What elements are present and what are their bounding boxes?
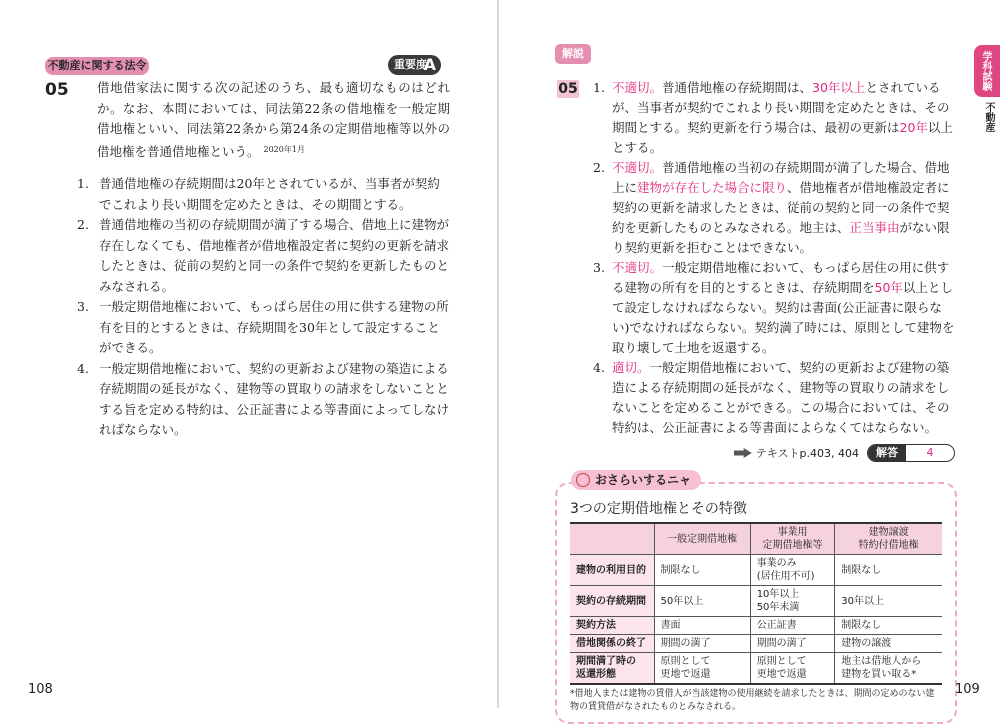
option-number: 4. bbox=[77, 360, 89, 376]
highlighted-text: 50年 bbox=[874, 280, 903, 295]
table-cell: 事業のみ (居住用不可) bbox=[750, 555, 835, 586]
table-row bbox=[570, 635, 942, 653]
text-segment: 、借地権者が借地権設定者に契約の更新を請求したときは、従前の契約と同一の条件で契約を更新したものとみなされる。地主は、 bbox=[612, 180, 950, 235]
text-segment: 普通借地権の存続期間は、 bbox=[662, 80, 813, 95]
table-header-cell bbox=[570, 523, 654, 555]
table-cell: 書面 bbox=[654, 617, 750, 635]
explanations-list bbox=[593, 78, 957, 438]
option-text: 普通借地権の存続期間は20年とされているが、当事者が契約でこれより長い期間を定めたときは、その期間とする。 bbox=[99, 176, 440, 212]
option-item bbox=[77, 174, 450, 215]
highlighted-text: 建物が存在した場合に限り bbox=[637, 180, 788, 195]
table-header-cell: 一般定期借地権 bbox=[654, 523, 750, 555]
importance-label: 重要度 bbox=[394, 58, 427, 71]
explanation-item bbox=[593, 258, 957, 358]
answer-question-number: 05 bbox=[558, 81, 578, 97]
answer-value: 4 bbox=[926, 446, 934, 459]
answer-label: 解答 bbox=[868, 445, 906, 461]
question-column bbox=[45, 78, 450, 441]
table-cell: 制限なし bbox=[835, 555, 942, 586]
review-section bbox=[555, 473, 957, 724]
explanation-number: 2. bbox=[593, 160, 605, 175]
table-cell: 建物の譲渡 bbox=[835, 635, 942, 653]
highlighted-text: 30年以上 bbox=[812, 80, 866, 95]
option-item bbox=[77, 297, 450, 359]
option-item bbox=[77, 215, 450, 297]
explanation-item bbox=[593, 158, 957, 258]
text-segment: 以上として設定しなければならない。契約は書面(公正証書に限らない)でなければならない。契約満了時には、原則として建物を取り壊して土地を返還する。 bbox=[612, 280, 955, 355]
text-reference: テキストp.403, 404 bbox=[755, 447, 859, 460]
row-header-cell: 借地関係の終了 bbox=[570, 635, 654, 653]
highlighted-text: 不適切。 bbox=[612, 80, 663, 95]
explanation-number: 3. bbox=[593, 260, 605, 275]
category-label: 不動産に関する法令 bbox=[45, 57, 149, 75]
review-table-title: 3つの定期借地権とその特徴 bbox=[570, 501, 747, 517]
page-number-left: 108 bbox=[28, 682, 53, 697]
table-cell: 地主は借地人から 建物を買い取る* bbox=[835, 653, 942, 685]
table-row bbox=[570, 653, 942, 685]
option-text: 普通借地権の当初の存続期間が満了する場合、借地上に建物が存在しなくても、借地権者が借地権設定者に契約の更新を請求したときは、従前の契約と同一の条件で契約を更新したものとみなされる。 bbox=[99, 217, 450, 294]
highlighted-text: 不適切。 bbox=[612, 260, 663, 275]
row-header-cell: 契約方法 bbox=[570, 617, 654, 635]
highlighted-text: 正当事由 bbox=[849, 220, 900, 235]
table-cell: 30年以上 bbox=[835, 586, 942, 617]
table-cell: 期間の満了 bbox=[750, 635, 835, 653]
reference-row bbox=[555, 444, 957, 462]
option-item bbox=[77, 359, 450, 441]
option-text: 一般定期借地権において、もっぱら居住の用に供する建物の所有を目的とするときは、存続期間を30年として設定することができる。 bbox=[99, 299, 449, 355]
explanation-text bbox=[612, 78, 957, 158]
table-cell: 10年以上 50年未満 bbox=[750, 586, 835, 617]
section-subtitle: 不動産 bbox=[983, 102, 994, 132]
table-cell: 原則として 更地で返還 bbox=[750, 653, 835, 685]
explanation-item bbox=[593, 78, 957, 158]
table-header-cell: 建物譲渡 特約付借地権 bbox=[835, 523, 942, 555]
importance-grade: A bbox=[423, 55, 436, 74]
question-number: 05 bbox=[45, 80, 69, 100]
arrow-right-icon bbox=[734, 448, 752, 458]
row-header-cell: 建物の利用目的 bbox=[570, 555, 654, 586]
table-cell: 原則として 更地で返還 bbox=[654, 653, 750, 685]
question-text bbox=[97, 78, 450, 162]
explanation-number: 1. bbox=[593, 80, 605, 95]
options-list bbox=[77, 174, 450, 441]
table-row bbox=[570, 617, 942, 635]
option-number: 2. bbox=[77, 217, 89, 232]
table-header-cell: 事業用 定期借地権等 bbox=[750, 523, 835, 555]
explanation-badge: 解説 bbox=[555, 44, 591, 64]
table-cell: 制限なし bbox=[654, 555, 750, 586]
table-row bbox=[570, 586, 942, 617]
answer-column bbox=[555, 44, 957, 724]
review-label bbox=[571, 470, 701, 490]
book-spine bbox=[497, 0, 499, 708]
lease-comparison-table bbox=[570, 522, 942, 685]
explanation-item bbox=[593, 358, 957, 438]
table-cell: 制限なし bbox=[835, 617, 942, 635]
review-label-text: おさらいするニャ bbox=[595, 473, 692, 487]
table-cell: 50年以上 bbox=[654, 586, 750, 617]
highlighted-text: 不適切。 bbox=[612, 160, 663, 175]
table-footnote: *借地人または建物の賃借人が当該建物の使用継続を請求したときは、期間の定めのない建物の賃貸借がなされたものとみなされる。 bbox=[570, 689, 935, 712]
text-segment: とされているが、当事者が契約でこれより長い期間を定めたときは、その期間とする。契約更新を行う場合は、最初の更新は bbox=[612, 80, 950, 135]
explanation-text bbox=[612, 158, 957, 258]
question-row bbox=[45, 78, 450, 162]
question-header bbox=[45, 55, 441, 77]
row-header-cell: 期間満了時の 返還形態 bbox=[570, 653, 654, 685]
highlighted-text: 適切。 bbox=[612, 360, 650, 375]
option-number: 1. bbox=[77, 176, 89, 191]
importance-badge bbox=[388, 55, 441, 75]
text-segment: 一般定期借地権において、契約の更新および建物の築造による存続期間の延長がなく、建物等の買取りの請求をしないことを定めることができる。この場合においては、その特約は、公正証書による等書面によらなくてはならない。 bbox=[612, 360, 950, 435]
highlighted-text: 20年 bbox=[899, 120, 928, 135]
row-header-cell: 契約の存続期間 bbox=[570, 586, 654, 617]
option-number: 3. bbox=[77, 299, 89, 314]
explanation-text bbox=[612, 358, 957, 438]
text-segment: 一般定期借地権において、もっぱら居住の用に供する建物の所有を目的とするときは、存続期間を bbox=[612, 260, 950, 295]
table-header-row bbox=[570, 523, 942, 555]
answer-box bbox=[867, 444, 955, 462]
cat-face-icon bbox=[576, 473, 590, 487]
text-segment: がない限り契約更新を拒むことはできない。 bbox=[612, 220, 950, 255]
explanation-text bbox=[612, 258, 957, 358]
table-row bbox=[570, 555, 942, 586]
text-segment: 以上とする。 bbox=[612, 120, 953, 155]
explanation-number: 4. bbox=[593, 360, 605, 375]
option-text: 一般定期借地権において、契約の更新および建物の築造による存続期間の延長がなく、建物等の買取りの請求をしないこととする旨を定める特約は、公正証書による等書面によってしなければならない。 bbox=[99, 360, 450, 437]
text-segment: 普通借地権の当初の存続期間が満了した場合、借地上に bbox=[612, 160, 950, 195]
question-body: 借地借家法に関する次の記述のうち、最も適切なものはどれか。なお、本問においては、同法第22条の借地権を一般定期借地権といい、同法第22条から第24条の定期借地権等以外の借地権を普通借地権という。 bbox=[97, 80, 450, 159]
answer-row bbox=[555, 78, 957, 438]
review-box bbox=[555, 482, 957, 724]
page-number-right: 109 bbox=[955, 682, 980, 697]
table-cell: 公正証書 bbox=[750, 617, 835, 635]
section-tab[interactable]: 学科試験 bbox=[974, 45, 1000, 97]
table-cell: 期間の満了 bbox=[654, 635, 750, 653]
exam-date: 2020年1月 bbox=[263, 144, 305, 154]
